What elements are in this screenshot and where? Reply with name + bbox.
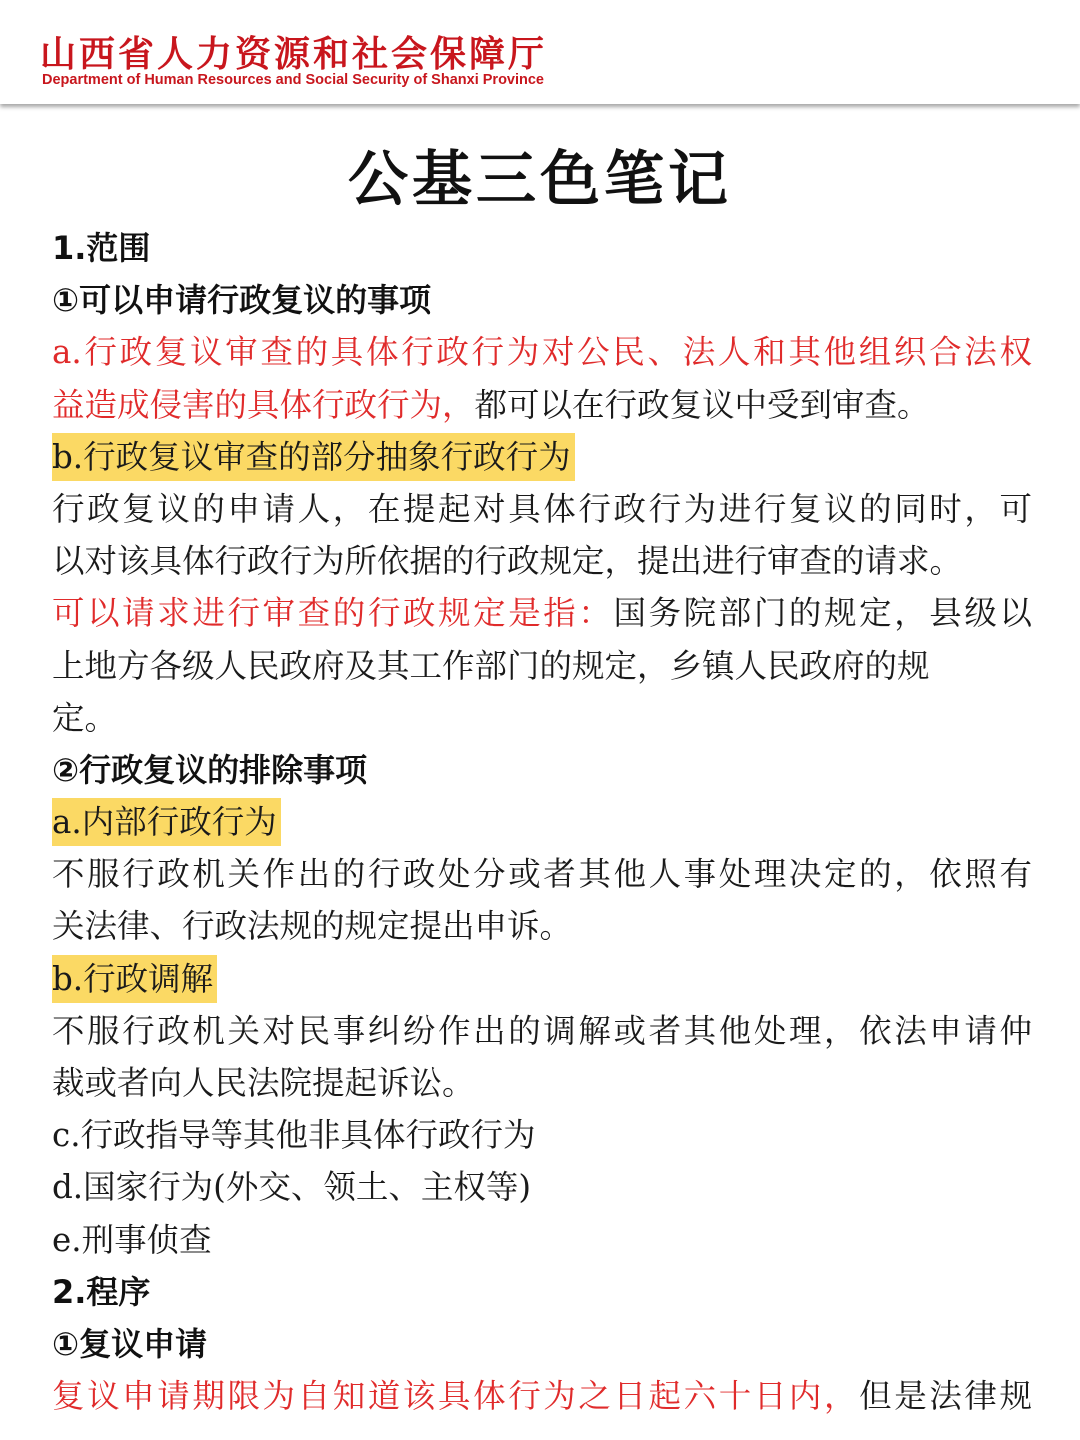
highlight-line bbox=[52, 953, 1032, 1005]
red-text: 可以请求进行审查的行政规定是指： bbox=[52, 594, 614, 633]
mixed-text-line bbox=[52, 587, 1032, 639]
org-name-en: Department of Human Resources and Social Security of Shanxi Province bbox=[42, 72, 544, 88]
text-line: 上地方各级人民政府及其工作部门的规定，乡镇人民政府的规 bbox=[52, 646, 930, 685]
page-title: 公基三色笔记 bbox=[348, 145, 732, 215]
black-text: 但是法律规 bbox=[859, 1377, 1032, 1416]
highlighted-item: b.行政调解 bbox=[52, 955, 217, 1003]
list-item: e.刑事侦查 bbox=[52, 1220, 212, 1259]
black-text: 国务院部门的规定，县级以 bbox=[613, 594, 1032, 633]
highlighted-item: a.内部行政行为 bbox=[52, 798, 281, 846]
subsection-heading: ①可以申请行政复议的事项 bbox=[52, 281, 432, 320]
section-heading: 1.范围 bbox=[52, 229, 151, 267]
highlighted-item: b.行政复议审查的部分抽象行政行为 bbox=[52, 433, 575, 481]
section-heading: 2.程序 bbox=[52, 1272, 151, 1311]
text-line: 以对该具体行政行为所依据的行政规定，提出进行审查的请求。 bbox=[52, 542, 963, 581]
text-line: 不服行政机关作出的行政处分或者其他人事处理决定的，依照有 bbox=[52, 855, 1032, 894]
org-name-cn: 山西省人力资源和社会保障厅 bbox=[40, 34, 548, 75]
mixed-text-line bbox=[52, 1370, 1032, 1422]
notes-body bbox=[52, 222, 1032, 1422]
black-text: 都可以在行政复议中受到审查。 bbox=[474, 385, 930, 424]
highlight-line bbox=[52, 796, 1032, 848]
subsection-heading: ②行政复议的排除事项 bbox=[52, 750, 368, 789]
list-item: d.国家行为(外交、领土、主权等) bbox=[52, 1168, 531, 1207]
text-line: 关法律、行政法规的规定提出申诉。 bbox=[52, 907, 573, 946]
header-bar bbox=[0, 0, 1080, 104]
subsection-heading: ①复议申请 bbox=[52, 1324, 208, 1363]
red-text: 益造成侵害的具体行政行为， bbox=[52, 385, 475, 424]
text-line: 裁或者向人民法院提起诉讼。 bbox=[52, 1064, 475, 1102]
text-line: 定。 bbox=[52, 698, 118, 737]
text-line: 不服行政机关对民事纠纷作出的调解或者其他处理，依法申请仲 bbox=[52, 1011, 1032, 1050]
highlight-line bbox=[52, 431, 1032, 483]
mixed-text-line bbox=[52, 379, 1032, 431]
list-item: c.行政指导等其他非具体行政行为 bbox=[52, 1116, 536, 1155]
red-text: 复议申请期限为自知道该具体行为之日起六十日内， bbox=[52, 1377, 860, 1416]
text-line: 行政复议的申请人，在提起对具体行政行为进行复议的同时，可 bbox=[52, 489, 1032, 528]
red-text-line: a.行政复议审查的具体行政行为对公民、法人和其他组织合法权 bbox=[52, 333, 1032, 372]
